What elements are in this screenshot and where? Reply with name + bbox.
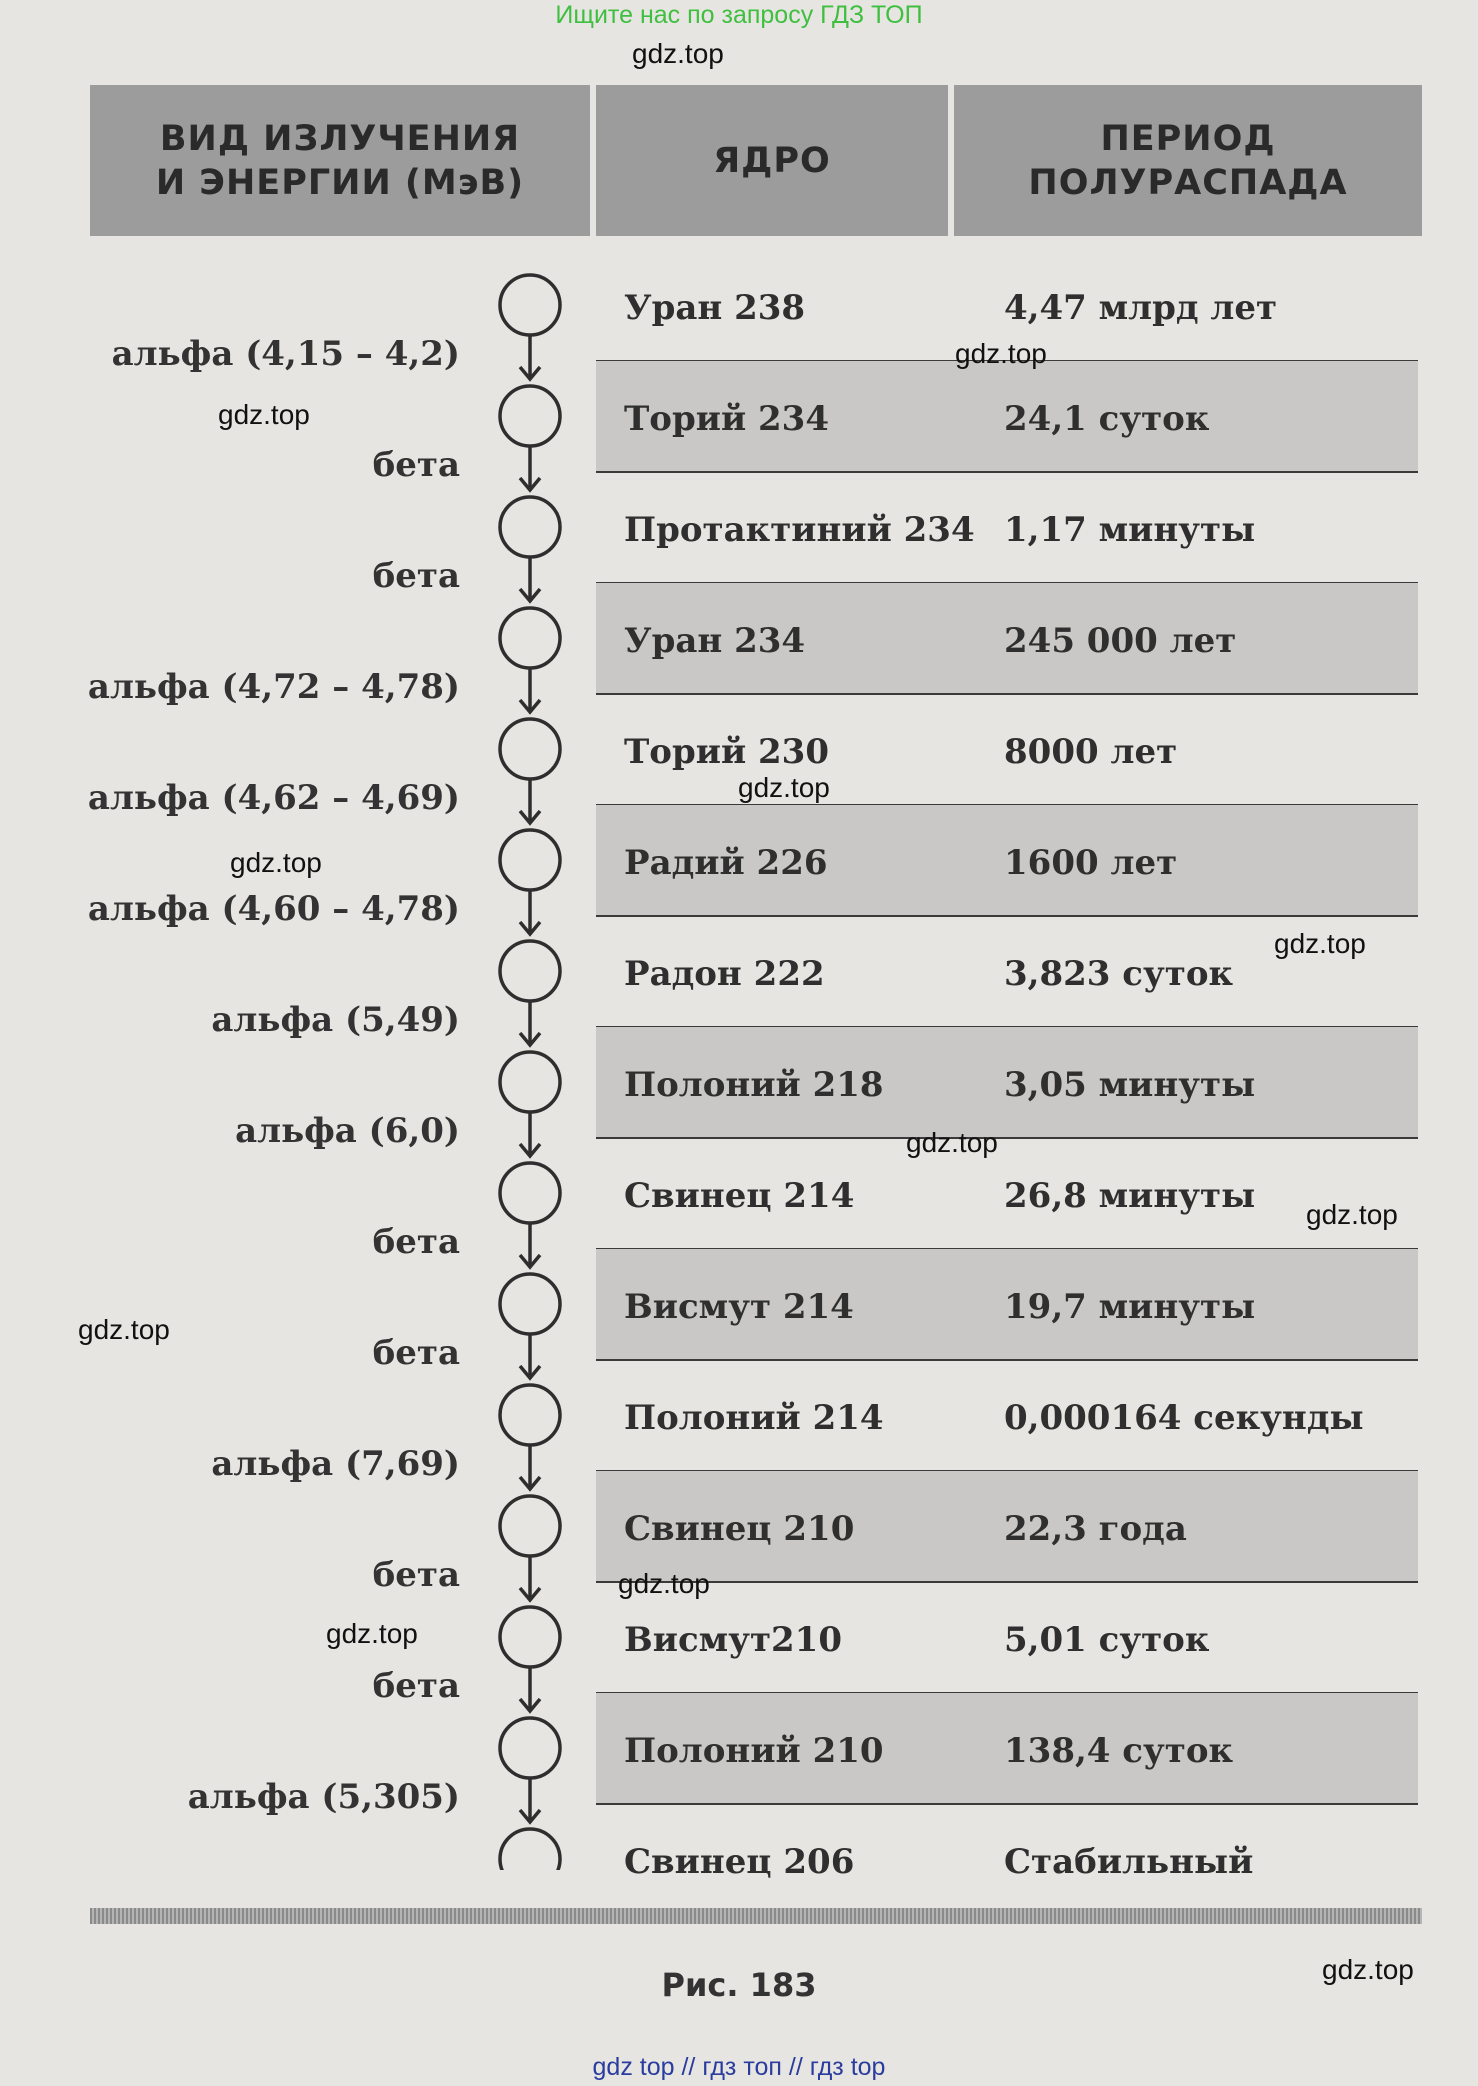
- nucleus-name: Висмут210: [624, 1620, 842, 1660]
- decay-type-label: бета: [372, 1666, 460, 1706]
- nucleus-circle: [500, 1829, 560, 1870]
- nucleus-name: Уран 238: [624, 288, 806, 328]
- row-divider: [596, 693, 1418, 695]
- row-divider: [596, 1137, 1418, 1139]
- row-divider: [596, 1803, 1418, 1805]
- nucleus-name: Торий 234: [624, 399, 829, 439]
- decay-type-label: альфа (4,72 – 4,78): [87, 667, 460, 707]
- nucleus-name: Свинец 206: [624, 1842, 855, 1882]
- top-banner: Ищите нас по запросу ГДЗ ТОП: [555, 1, 923, 29]
- decay-type-label: альфа (6,0): [235, 1111, 460, 1151]
- nucleus-circle: [500, 1163, 560, 1223]
- decay-type-label: бета: [372, 1555, 460, 1595]
- half-life-value: 24,1 суток: [1004, 399, 1210, 439]
- nucleus-name: Свинец 210: [624, 1509, 855, 1549]
- nucleus-circle: [500, 1607, 560, 1667]
- nucleus-circle: [500, 1274, 560, 1334]
- nucleus-name: Висмут 214: [624, 1287, 854, 1327]
- half-life-value: 245 000 лет: [1004, 621, 1237, 661]
- nucleus-name: Свинец 214: [624, 1176, 855, 1216]
- nucleus-name: Уран 234: [624, 621, 806, 661]
- watermark: gdz.top: [326, 1618, 418, 1649]
- half-life-value: 138,4 суток: [1004, 1731, 1234, 1771]
- watermark: gdz.top: [1306, 1199, 1398, 1230]
- half-life-value: 8000 лет: [1004, 732, 1178, 772]
- header-half-life: ПЕРИОД ПОЛУРАСПАДА: [954, 85, 1422, 236]
- decay-type-label: бета: [372, 1333, 460, 1373]
- nucleus-circle: [500, 719, 560, 779]
- row-divider: [596, 1359, 1418, 1361]
- watermark: gdz.top: [906, 1127, 998, 1158]
- decay-type-label: альфа (4,62 – 4,69): [87, 778, 460, 818]
- nucleus-circle: [500, 941, 560, 1001]
- row-divider: [596, 1581, 1418, 1583]
- watermark: gdz.top: [618, 1568, 710, 1599]
- decay-type-label: альфа (5,305): [187, 1777, 460, 1817]
- half-life-value: Стабильный: [1004, 1842, 1254, 1882]
- half-life-value: 1600 лет: [1004, 843, 1178, 883]
- decay-type-label: альфа (4,15 – 4,2): [111, 334, 460, 374]
- nucleus-name: Полоний 210: [624, 1731, 884, 1771]
- nucleus-circle: [500, 1052, 560, 1112]
- decay-type-label: бета: [372, 556, 460, 596]
- half-life-value: 19,7 минуты: [1004, 1287, 1256, 1327]
- row-divider: [596, 471, 1418, 473]
- decay-type-label: бета: [372, 445, 460, 485]
- half-life-value: 3,823 суток: [1004, 954, 1234, 994]
- half-life-value: 22,3 года: [1004, 1509, 1187, 1549]
- nucleus-name: Радий 226: [624, 843, 828, 883]
- header-nucleus: ЯДРО: [596, 85, 948, 236]
- watermark: gdz.top: [230, 847, 322, 878]
- bottom-banner: gdz top // гдз топ // гдз top: [592, 2053, 886, 2081]
- bottom-rule: [90, 1908, 1422, 1924]
- decay-type-label: бета: [372, 1222, 460, 1262]
- nucleus-name: Полоний 218: [624, 1065, 884, 1105]
- figure-caption: Рис. 183: [661, 1966, 817, 2004]
- nucleus-name: Радон 222: [624, 954, 825, 994]
- nucleus-circle: [500, 386, 560, 446]
- watermark: gdz.top: [1322, 1954, 1414, 1985]
- nucleus-name: Полоний 214: [624, 1398, 884, 1438]
- half-life-value: 4,47 млрд лет: [1004, 288, 1278, 328]
- watermark: gdz.top: [1274, 928, 1366, 959]
- nucleus-circle: [500, 1385, 560, 1445]
- nucleus-circle: [500, 830, 560, 890]
- half-life-value: 26,8 минуты: [1004, 1176, 1256, 1216]
- half-life-value: 3,05 минуты: [1004, 1065, 1256, 1105]
- nucleus-name: Торий 230: [624, 732, 829, 772]
- decay-chain-diagram: [470, 250, 590, 1870]
- watermark: gdz.top: [955, 338, 1047, 369]
- decay-type-label: альфа (4,60 – 4,78): [87, 889, 460, 929]
- nucleus-circle: [500, 1718, 560, 1778]
- watermark: gdz.top: [738, 772, 830, 803]
- watermark: gdz.top: [78, 1314, 170, 1345]
- nucleus-circle: [500, 275, 560, 335]
- nucleus-circle: [500, 1496, 560, 1556]
- decay-type-label: альфа (5,49): [211, 1000, 460, 1040]
- decay-type-label: альфа (7,69): [211, 1444, 460, 1484]
- row-divider: [596, 915, 1418, 917]
- half-life-value: 0,000164 секунды: [1004, 1398, 1364, 1438]
- half-life-value: 5,01 суток: [1004, 1620, 1210, 1660]
- watermark: gdz.top: [218, 399, 310, 430]
- watermark: gdz.top: [632, 38, 724, 69]
- half-life-value: 1,17 минуты: [1004, 510, 1256, 550]
- nucleus-circle: [500, 497, 560, 557]
- header-radiation: ВИД ИЗЛУЧЕНИЯ И ЭНЕРГИИ (МэВ): [90, 85, 590, 236]
- nucleus-circle: [500, 608, 560, 668]
- nucleus-name: Протактиний 234: [624, 510, 975, 550]
